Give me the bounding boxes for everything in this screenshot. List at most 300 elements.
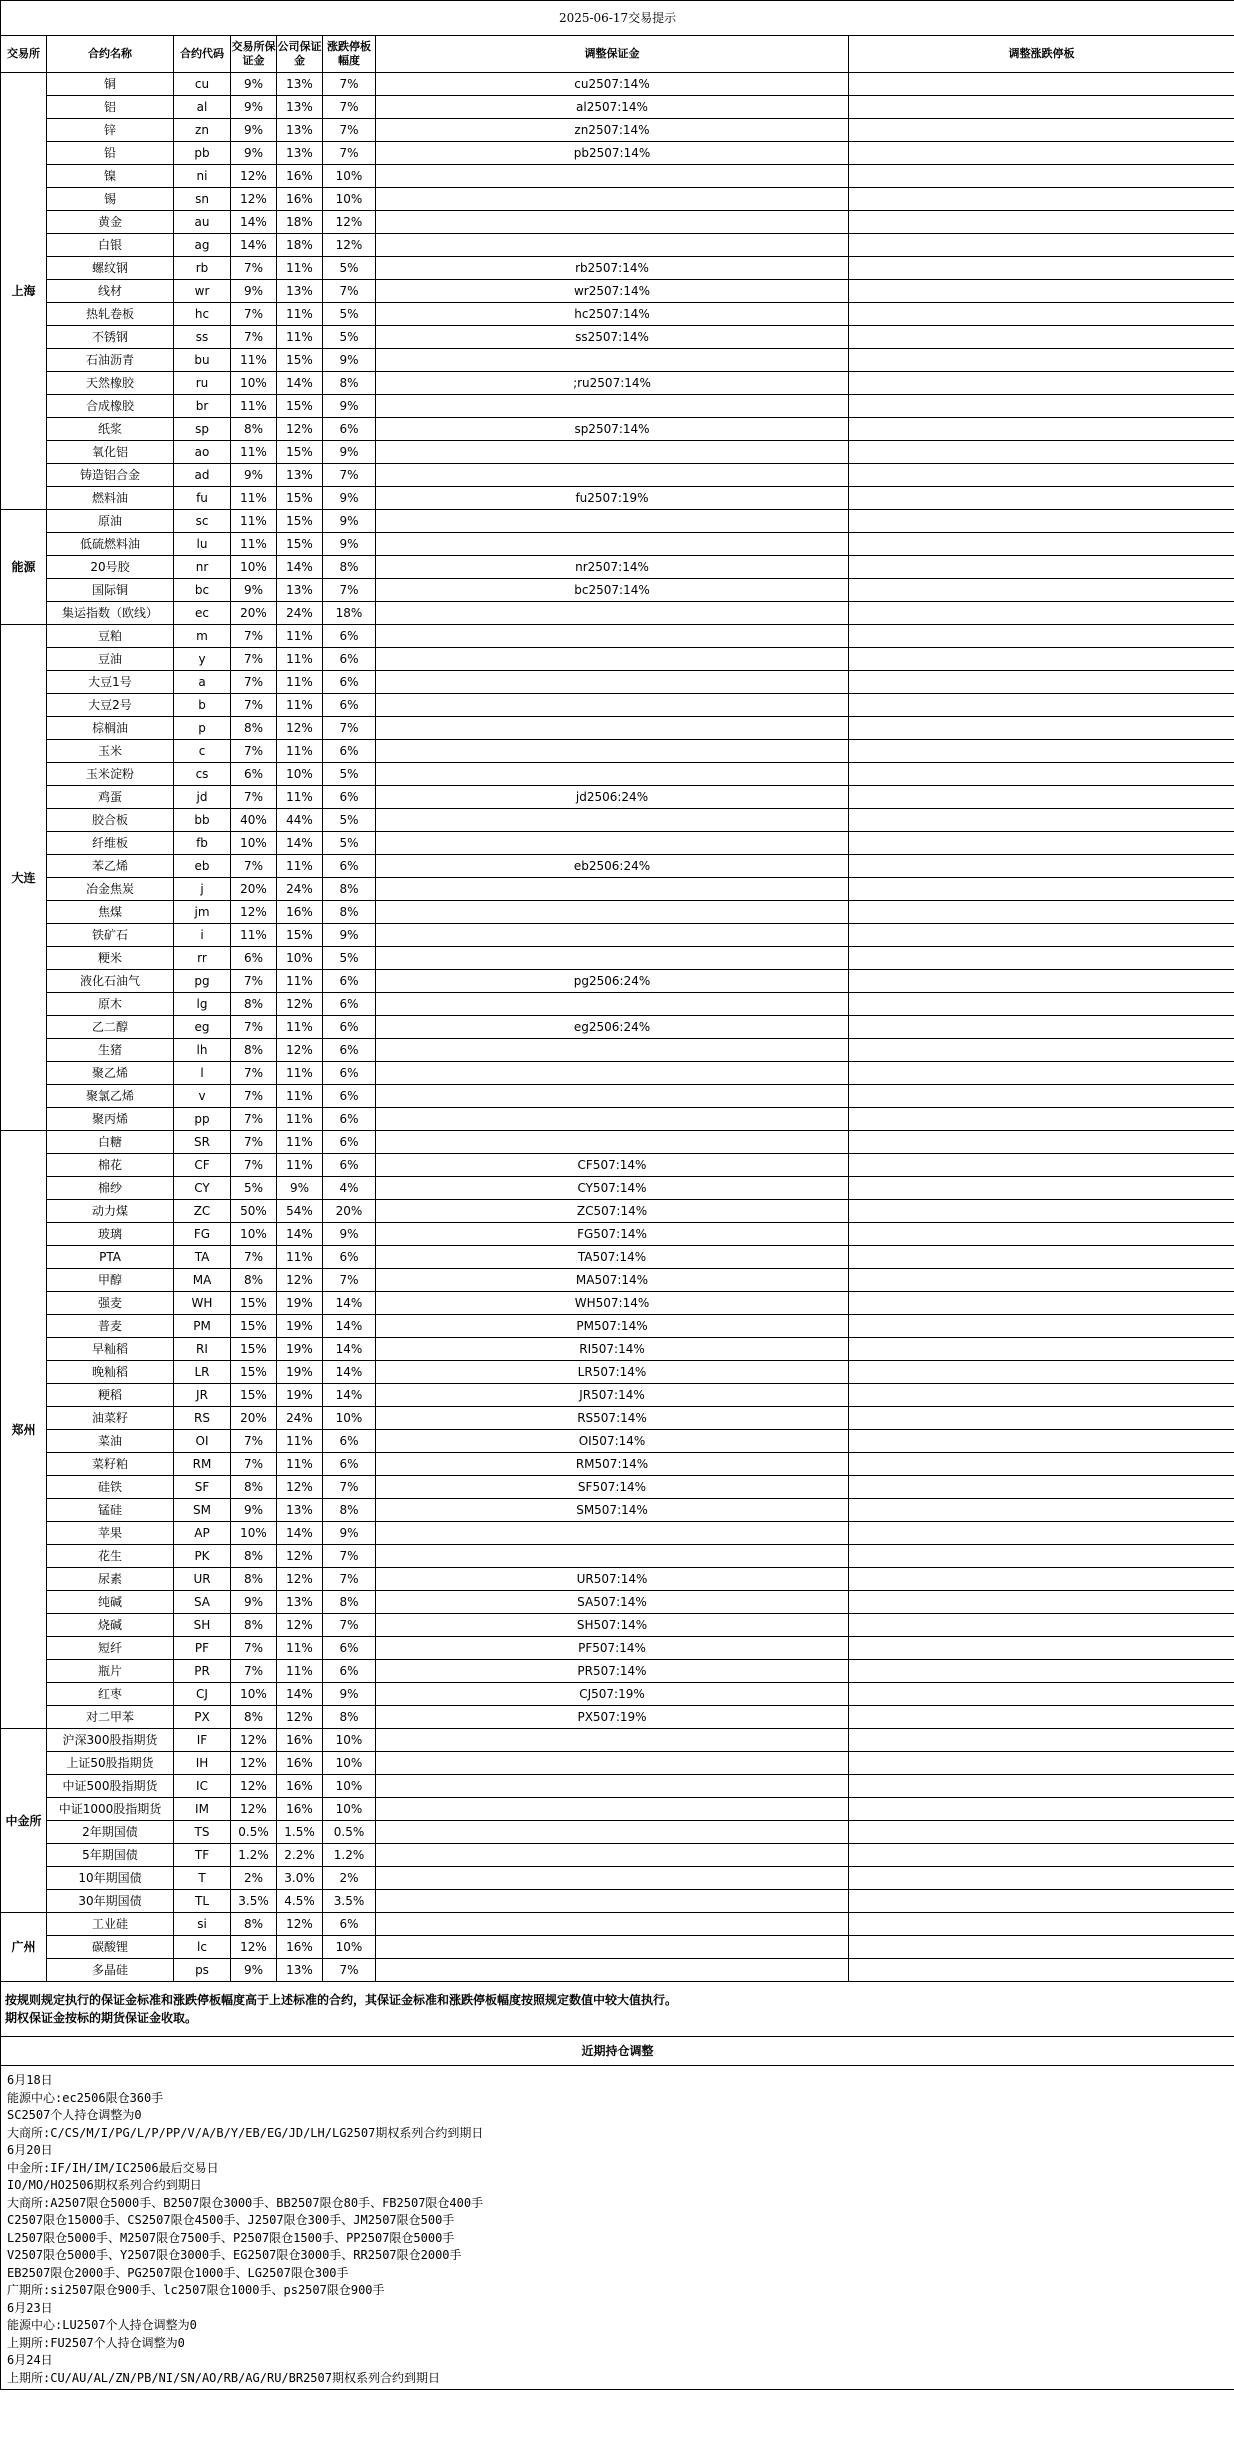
adjusted-limit-cell [849,165,1234,188]
table-row [1,464,1234,487]
contract-code-cell: MA [174,1269,231,1292]
exchange-margin-cell: 7% [231,970,277,993]
company-margin-cell: 12% [277,1039,323,1062]
exchange-margin-cell: 8% [231,1039,277,1062]
price-limit-cell: 6% [323,648,376,671]
adjusted-limit-cell [849,1453,1234,1476]
adjusted-limit-cell [849,1499,1234,1522]
exchange-margin-cell: 11% [231,395,277,418]
company-margin-cell: 11% [277,694,323,717]
price-limit-cell: 1.2% [323,1844,376,1867]
recent-line: 上期所:CU/AU/AL/ZN/PB/NI/SN/AO/RB/AG/RU/BR2507期权系列合约到期日 [7,2370,440,2385]
exchange-name-cell: 上海 [1,73,47,510]
adjusted-margin-cell [376,947,849,970]
price-limit-cell: 7% [323,1269,376,1292]
contract-code-cell: SM [174,1499,231,1522]
contract-name-cell: 白银 [47,234,174,257]
company-margin-cell: 11% [277,1131,323,1154]
price-limit-cell: 9% [323,395,376,418]
table-row [1,1821,1234,1844]
contract-name-cell: 石油沥青 [47,349,174,372]
contract-code-cell: l [174,1062,231,1085]
adjusted-limit-cell [849,73,1234,96]
contract-name-cell: 铅 [47,142,174,165]
adjusted-limit-cell [849,1476,1234,1499]
exchange-margin-cell: 15% [231,1384,277,1407]
adjusted-limit-cell [849,1384,1234,1407]
adjusted-limit-cell [849,1246,1234,1269]
adjusted-limit-cell [849,1614,1234,1637]
table-row [1,1338,1234,1361]
header-exchange-margin: 交易所保证金 [231,36,277,73]
price-limit-cell: 7% [323,717,376,740]
adjusted-margin-cell [376,993,849,1016]
price-limit-cell: 6% [323,1062,376,1085]
adjusted-limit-cell [849,1821,1234,1844]
company-margin-cell: 15% [277,349,323,372]
contract-name-cell: 动力煤 [47,1200,174,1223]
adjusted-limit-cell [849,970,1234,993]
table-row [1,671,1234,694]
adjusted-margin-cell [376,717,849,740]
contract-code-cell: a [174,671,231,694]
exchange-margin-cell: 12% [231,901,277,924]
company-margin-cell: 24% [277,1407,323,1430]
company-margin-cell: 14% [277,372,323,395]
table-row [1,1384,1234,1407]
price-limit-cell: 0.5% [323,1821,376,1844]
recent-line: 上期所:FU2507个人持仓调整为0 [7,2335,185,2350]
adjusted-margin-cell [376,1959,849,1982]
contract-code-cell: jm [174,901,231,924]
adjusted-limit-cell [849,878,1234,901]
table-row [1,280,1234,303]
contract-name-cell: 瓶片 [47,1660,174,1683]
recent-line: 广期所:si2507限仓900手、lc2507限仓1000手、ps2507限仓900手 [7,2283,385,2297]
exchange-margin-cell: 9% [231,1959,277,1982]
table-row [1,855,1234,878]
adjusted-margin-cell: OI507:14% [376,1430,849,1453]
adjusted-limit-cell [849,1913,1234,1936]
adjusted-margin-cell: eb2506:24% [376,855,849,878]
company-margin-cell: 18% [277,234,323,257]
adjusted-margin-cell [376,924,849,947]
adjusted-margin-cell [376,349,849,372]
price-limit-cell: 7% [323,579,376,602]
adjusted-margin-cell: zn2507:14% [376,119,849,142]
adjusted-limit-cell [849,418,1234,441]
adjusted-margin-cell: FG507:14% [376,1223,849,1246]
exchange-margin-cell: 15% [231,1315,277,1338]
contract-name-cell: 10年期国债 [47,1867,174,1890]
price-limit-cell: 7% [323,1476,376,1499]
exchange-margin-cell: 10% [231,556,277,579]
contract-name-cell: 玉米 [47,740,174,763]
exchange-margin-cell: 7% [231,1660,277,1683]
price-limit-cell: 10% [323,1752,376,1775]
exchange-margin-cell: 8% [231,418,277,441]
price-limit-cell: 6% [323,1246,376,1269]
adjusted-margin-cell: eg2506:24% [376,1016,849,1039]
contract-code-cell: ni [174,165,231,188]
company-margin-cell: 11% [277,970,323,993]
contract-code-cell: CJ [174,1683,231,1706]
exchange-margin-cell: 8% [231,1269,277,1292]
adjusted-margin-cell: PR507:14% [376,1660,849,1683]
contract-name-cell: 烧碱 [47,1614,174,1637]
adjusted-margin-cell: TA507:14% [376,1246,849,1269]
table-row [1,786,1234,809]
table-row [1,188,1234,211]
exchange-margin-cell: 9% [231,73,277,96]
contract-name-cell: 锡 [47,188,174,211]
contract-code-cell: eg [174,1016,231,1039]
exchange-margin-cell: 5% [231,1177,277,1200]
contract-name-cell: 天然橡胶 [47,372,174,395]
price-limit-cell: 10% [323,1775,376,1798]
price-limit-cell: 8% [323,372,376,395]
price-limit-cell: 10% [323,188,376,211]
exchange-margin-cell: 2% [231,1867,277,1890]
table-row [1,1062,1234,1085]
adjusted-limit-cell [849,1706,1234,1729]
table-row [1,418,1234,441]
adjusted-limit-cell [849,234,1234,257]
adjusted-margin-cell [376,809,849,832]
exchange-margin-cell: 11% [231,510,277,533]
contract-name-cell: 粳稻 [47,1384,174,1407]
adjusted-margin-cell: ZC507:14% [376,1200,849,1223]
contract-code-cell: FG [174,1223,231,1246]
price-limit-cell: 6% [323,1039,376,1062]
adjusted-margin-cell [376,1131,849,1154]
price-limit-cell: 7% [323,280,376,303]
contract-name-cell: 锌 [47,119,174,142]
adjusted-limit-cell [849,1798,1234,1821]
price-limit-cell: 6% [323,694,376,717]
contract-code-cell: y [174,648,231,671]
price-limit-cell: 7% [323,464,376,487]
company-margin-cell: 12% [277,418,323,441]
contract-code-cell: hc [174,303,231,326]
table-row [1,947,1234,970]
price-limit-cell: 6% [323,1016,376,1039]
contract-code-cell: T [174,1867,231,1890]
adjusted-margin-cell: pg2506:24% [376,970,849,993]
price-limit-cell: 9% [323,1683,376,1706]
contract-name-cell: 不锈钢 [47,326,174,349]
price-limit-cell: 6% [323,1108,376,1131]
exchange-margin-cell: 10% [231,832,277,855]
price-limit-cell: 8% [323,1499,376,1522]
adjusted-margin-cell: JR507:14% [376,1384,849,1407]
adjusted-margin-cell: bc2507:14% [376,579,849,602]
exchange-margin-cell: 7% [231,1062,277,1085]
contract-name-cell: 液化石油气 [47,970,174,993]
table-row [1,1614,1234,1637]
adjusted-limit-cell [849,740,1234,763]
table-row [1,211,1234,234]
company-margin-cell: 11% [277,786,323,809]
adjusted-margin-cell [376,234,849,257]
contract-code-cell: eb [174,855,231,878]
contract-name-cell: 燃料油 [47,487,174,510]
exchange-name-cell: 广州 [1,1913,47,1982]
contract-name-cell: 强麦 [47,1292,174,1315]
contract-name-cell: 铁矿石 [47,924,174,947]
company-margin-cell: 11% [277,625,323,648]
contract-code-cell: rr [174,947,231,970]
note-line-1: 按规则规定执行的保证金标准和涨跌停板幅度高于上述标准的合约，其保证金标准和涨跌停板幅度按照规定数值中较大值执行。 [5,1993,678,2007]
company-margin-cell: 16% [277,901,323,924]
table-row [1,809,1234,832]
company-margin-cell: 11% [277,1085,323,1108]
adjusted-margin-cell: ;ru2507:14% [376,372,849,395]
company-margin-cell: 19% [277,1384,323,1407]
table-row [1,1407,1234,1430]
exchange-margin-cell: 3.5% [231,1890,277,1913]
exchange-margin-cell: 9% [231,464,277,487]
company-margin-cell: 12% [277,1913,323,1936]
adjusted-margin-cell [376,1062,849,1085]
adjusted-margin-cell: rb2507:14% [376,257,849,280]
adjusted-margin-cell [376,1798,849,1821]
exchange-margin-cell: 11% [231,924,277,947]
recent-position-title: 近期持仓调整 [1,2037,1234,2066]
company-margin-cell: 16% [277,188,323,211]
contract-name-cell: 铜 [47,73,174,96]
table-row [1,1269,1234,1292]
company-margin-cell: 15% [277,487,323,510]
contract-code-cell: TL [174,1890,231,1913]
exchange-margin-cell: 6% [231,763,277,786]
header-contract-name: 合约名称 [47,36,174,73]
contract-code-cell: CF [174,1154,231,1177]
price-limit-cell: 6% [323,625,376,648]
adjusted-margin-cell: nr2507:14% [376,556,849,579]
adjusted-limit-cell [849,625,1234,648]
price-limit-cell: 7% [323,96,376,119]
adjusted-limit-cell [849,947,1234,970]
adjusted-margin-cell [376,1522,849,1545]
contract-code-cell: fb [174,832,231,855]
adjusted-margin-cell [376,1913,849,1936]
adjusted-limit-cell [849,257,1234,280]
contract-code-cell: PR [174,1660,231,1683]
price-limit-cell: 9% [323,1522,376,1545]
exchange-margin-cell: 10% [231,1223,277,1246]
contract-name-cell: 早籼稻 [47,1338,174,1361]
contract-name-cell: 纸浆 [47,418,174,441]
exchange-margin-cell: 8% [231,993,277,1016]
company-margin-cell: 11% [277,1453,323,1476]
company-margin-cell: 54% [277,1200,323,1223]
company-margin-cell: 11% [277,1660,323,1683]
price-limit-cell: 8% [323,556,376,579]
adjusted-limit-cell [849,510,1234,533]
adjusted-margin-cell [376,1936,849,1959]
adjusted-limit-cell [849,1545,1234,1568]
contract-code-cell: TA [174,1246,231,1269]
company-margin-cell: 16% [277,1798,323,1821]
price-limit-cell: 6% [323,1913,376,1936]
contract-name-cell: 聚丙烯 [47,1108,174,1131]
adjusted-limit-cell [849,1959,1234,1982]
contract-name-cell: 中证500股指期货 [47,1775,174,1798]
price-limit-cell: 14% [323,1361,376,1384]
adjusted-limit-cell [849,648,1234,671]
exchange-margin-cell: 14% [231,234,277,257]
adjusted-limit-cell [849,694,1234,717]
contract-name-cell: 胶合板 [47,809,174,832]
company-margin-cell: 1.5% [277,1821,323,1844]
adjusted-margin-cell [376,763,849,786]
adjusted-margin-cell [376,1775,849,1798]
table-row [1,579,1234,602]
adjusted-limit-cell [849,1729,1234,1752]
contract-name-cell: 纯碱 [47,1591,174,1614]
exchange-margin-cell: 15% [231,1361,277,1384]
table-row [1,556,1234,579]
adjusted-margin-cell [376,211,849,234]
company-margin-cell: 12% [277,1568,323,1591]
exchange-margin-cell: 7% [231,855,277,878]
adjusted-limit-cell [849,372,1234,395]
contract-name-cell: 玉米淀粉 [47,763,174,786]
price-limit-cell: 3.5% [323,1890,376,1913]
adjusted-limit-cell [849,579,1234,602]
table-row [1,1154,1234,1177]
table-row [1,1775,1234,1798]
contract-code-cell: jd [174,786,231,809]
adjusted-margin-cell [376,533,849,556]
price-limit-cell: 7% [323,119,376,142]
contract-name-cell: 豆油 [47,648,174,671]
price-limit-cell: 10% [323,165,376,188]
table-row [1,1108,1234,1131]
price-limit-cell: 4% [323,1177,376,1200]
adjusted-margin-cell [376,395,849,418]
adjusted-limit-cell [849,1361,1234,1384]
recent-line: C2507限仓15000手、CS2507限仓4500手、J2507限仓300手、JM2507限仓500手 [7,2213,455,2227]
adjusted-margin-cell [376,694,849,717]
company-margin-cell: 12% [277,1269,323,1292]
company-margin-cell: 13% [277,1499,323,1522]
exchange-margin-cell: 7% [231,1108,277,1131]
contract-name-cell: 菜油 [47,1430,174,1453]
adjusted-margin-cell: WH507:14% [376,1292,849,1315]
adjusted-limit-cell [849,142,1234,165]
company-margin-cell: 16% [277,1936,323,1959]
price-limit-cell: 6% [323,786,376,809]
table-row [1,694,1234,717]
table-row [1,1867,1234,1890]
exchange-margin-cell: 12% [231,1798,277,1821]
company-margin-cell: 19% [277,1338,323,1361]
adjusted-limit-cell [849,395,1234,418]
contract-code-cell: pp [174,1108,231,1131]
table-row [1,1844,1234,1867]
contract-name-cell: 白糖 [47,1131,174,1154]
company-margin-cell: 14% [277,1683,323,1706]
company-margin-cell: 24% [277,878,323,901]
table-row [1,878,1234,901]
adjusted-limit-cell [849,602,1234,625]
table-row [1,1223,1234,1246]
exchange-margin-cell: 50% [231,1200,277,1223]
adjusted-margin-cell: hc2507:14% [376,303,849,326]
table-row [1,487,1234,510]
price-limit-cell: 12% [323,234,376,257]
company-margin-cell: 11% [277,257,323,280]
contract-name-cell: 对二甲苯 [47,1706,174,1729]
adjusted-margin-cell: SF507:14% [376,1476,849,1499]
adjusted-margin-cell [376,510,849,533]
contract-code-cell: cs [174,763,231,786]
table-row [1,119,1234,142]
contract-code-cell: lg [174,993,231,1016]
table-row [1,740,1234,763]
price-limit-cell: 9% [323,510,376,533]
contract-code-cell: pg [174,970,231,993]
exchange-margin-cell: 7% [231,257,277,280]
adjusted-margin-cell: SH507:14% [376,1614,849,1637]
adjusted-limit-cell [849,1637,1234,1660]
table-row [1,73,1234,96]
exchange-name-cell: 大连 [1,625,47,1131]
exchange-margin-cell: 8% [231,717,277,740]
recent-line: 6月23日 [7,2300,53,2315]
table-row [1,717,1234,740]
contract-code-cell: ao [174,441,231,464]
exchange-margin-cell: 7% [231,1154,277,1177]
exchange-margin-cell: 10% [231,372,277,395]
header-price-limit: 涨跌停板幅度 [323,36,376,73]
table-row [1,1499,1234,1522]
adjusted-limit-cell [849,1085,1234,1108]
table-row [1,625,1234,648]
adjusted-limit-cell [849,832,1234,855]
adjusted-margin-cell: PM507:14% [376,1315,849,1338]
company-margin-cell: 12% [277,1545,323,1568]
table-row [1,303,1234,326]
recent-line: 大商所:C/CS/M/I/PG/L/P/PP/V/A/B/Y/EB/EG/JD/LH/LG2507期权系列合约到期日 [7,2125,484,2140]
exchange-margin-cell: 20% [231,878,277,901]
contract-code-cell: IH [174,1752,231,1775]
contract-name-cell: 硅铁 [47,1476,174,1499]
price-limit-cell: 14% [323,1338,376,1361]
table-row [1,1959,1234,1982]
exchange-margin-cell: 8% [231,1545,277,1568]
exchange-margin-cell: 7% [231,326,277,349]
contract-code-cell: rb [174,257,231,280]
exchange-margin-cell: 10% [231,1683,277,1706]
price-limit-cell: 9% [323,533,376,556]
contract-name-cell: 大豆1号 [47,671,174,694]
company-margin-cell: 12% [277,1476,323,1499]
price-limit-cell: 14% [323,1292,376,1315]
contract-code-cell: UR [174,1568,231,1591]
company-margin-cell: 15% [277,395,323,418]
price-limit-cell: 5% [323,326,376,349]
header-adjusted-limit: 调整涨跌停板 [849,36,1234,73]
contract-name-cell: 乙二醇 [47,1016,174,1039]
contract-name-cell: 大豆2号 [47,694,174,717]
header-contract-code: 合约代码 [174,36,231,73]
price-limit-cell: 6% [323,993,376,1016]
price-limit-cell: 10% [323,1729,376,1752]
price-limit-cell: 6% [323,970,376,993]
